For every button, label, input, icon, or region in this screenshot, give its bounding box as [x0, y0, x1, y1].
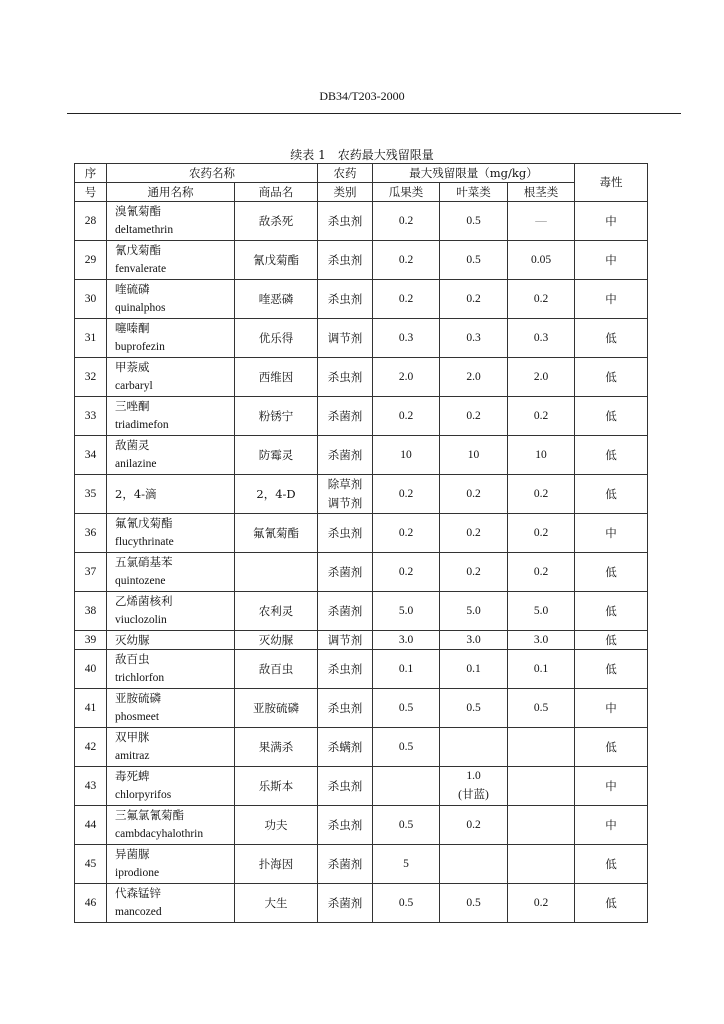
trade-name: 农利灵 [235, 592, 318, 631]
mrl-melon-fruit: 0.2 [373, 553, 440, 592]
header-seq-bottom: 号 [75, 183, 107, 202]
row-number: 36 [75, 514, 107, 553]
category-line: 调节剂 [327, 330, 363, 345]
header-leafy-veg: 叶菜类 [440, 183, 508, 202]
toxicity: 低 [575, 728, 648, 767]
toxicity: 中 [575, 806, 648, 845]
table-row [75, 767, 648, 806]
header-row-top [75, 164, 648, 183]
toxicity: 低 [575, 319, 648, 358]
table-row [75, 884, 648, 923]
generic-name-cn: 喹硫磷 [115, 282, 150, 296]
header-category-bottom: 类别 [318, 183, 373, 202]
row-number: 30 [75, 280, 107, 319]
document-code: DB34/T203-2000 [319, 89, 405, 103]
category-line: 杀菌剂 [327, 408, 363, 423]
generic-name-en: carbaryl [115, 380, 153, 392]
header-toxicity: 毒性 [575, 164, 648, 202]
mrl-leafy-veg [440, 241, 508, 280]
mrl-leafy-value: 0.3 [466, 331, 481, 344]
category-line: 调节剂 [327, 632, 363, 647]
generic-name-cn: 敌菌灵 [115, 438, 150, 452]
category-line: 杀虫剂 [327, 661, 363, 676]
row-number: 39 [75, 631, 107, 650]
trade-name: 喹恶磷 [235, 280, 318, 319]
mrl-leafy-value: 0.5 [466, 253, 481, 266]
generic-name-cn: 2，4-滴 [115, 486, 157, 501]
generic-name-en: quinalphos [115, 302, 166, 314]
mrl-leafy-veg [440, 728, 508, 767]
trade-name: 功夫 [235, 806, 318, 845]
trade-name: 敌杀死 [235, 202, 318, 241]
category-line: 杀菌剂 [327, 564, 363, 579]
toxicity: 低 [575, 592, 648, 631]
header-pesticide-name: 农药名称 [107, 164, 318, 183]
toxicity: 低 [575, 475, 648, 514]
mrl-melon-fruit: 2.0 [373, 358, 440, 397]
mrl-leafy-value: 0.2 [466, 818, 481, 831]
mrl-leafy-value: 5.0 [466, 604, 481, 617]
row-number: 29 [75, 241, 107, 280]
generic-name-cn: 乙烯菌核利 [115, 594, 173, 608]
generic-name [107, 728, 235, 767]
trade-name: 大生 [235, 884, 318, 923]
mrl-melon-fruit: 3.0 [373, 631, 440, 650]
generic-name-en: cambdacyhalothrin [115, 828, 204, 840]
generic-name [107, 202, 235, 241]
pesticide-category [318, 280, 373, 319]
mrl-leafy-value: 3.0 [466, 633, 481, 646]
generic-name [107, 845, 235, 884]
mrl-root-veg: 0.2 [508, 884, 575, 923]
generic-name-en: anilazine [115, 458, 157, 470]
generic-name-cn: 毒死蜱 [115, 769, 150, 783]
generic-name-cn: 氰戊菊酯 [115, 243, 161, 257]
mrl-melon-fruit: 0.2 [373, 397, 440, 436]
table-row [75, 845, 648, 884]
mrl-leafy-value: 1.0 [466, 770, 481, 782]
generic-name-en: phosmeet [115, 711, 160, 723]
mrl-leafy-veg [440, 280, 508, 319]
generic-name-en: quintozene [115, 575, 166, 587]
category-line: 杀虫剂 [327, 817, 363, 832]
generic-name [107, 631, 235, 650]
generic-name-cn: 灭幼脲 [115, 632, 150, 647]
category-line: 杀菌剂 [327, 895, 363, 910]
trade-name: 粉锈宁 [235, 397, 318, 436]
row-number: 41 [75, 689, 107, 728]
mrl-root-veg: 0.5 [508, 689, 575, 728]
generic-name-en: viuclozolin [115, 614, 167, 626]
category-line: 除草剂 [327, 477, 363, 491]
table-row [75, 280, 648, 319]
table-row [75, 241, 648, 280]
mrl-leafy-value: 0.5 [466, 701, 481, 714]
trade-name: 扑海因 [235, 845, 318, 884]
table-row [75, 202, 648, 241]
mrl-root-veg: 0.05 [508, 241, 575, 280]
mrl-root-veg: 0.2 [508, 280, 575, 319]
pesticide-category [318, 319, 373, 358]
pesticide-category [318, 397, 373, 436]
generic-name [107, 280, 235, 319]
generic-name [107, 514, 235, 553]
pesticide-category [318, 475, 373, 514]
table-row [75, 806, 648, 845]
mrl-leafy-veg [440, 884, 508, 923]
mrl-leafy-veg [440, 806, 508, 845]
generic-name-cn: 双甲脒 [115, 730, 150, 744]
trade-name: 优乐得 [235, 319, 318, 358]
category-line: 杀虫剂 [327, 369, 363, 384]
header-trade-name: 商品名 [235, 183, 318, 202]
mrl-root-veg: 0.2 [508, 475, 575, 514]
pesticide-category [318, 767, 373, 806]
table-row [75, 514, 648, 553]
generic-name-cn: 五氯硝基苯 [115, 555, 173, 569]
category-line: 杀菌剂 [327, 447, 363, 462]
header-rule [67, 113, 681, 114]
mrl-root-veg: 10 [508, 436, 575, 475]
mrl-leafy-value: 0.1 [466, 662, 481, 675]
generic-name [107, 436, 235, 475]
trade-name: 敌百虫 [235, 650, 318, 689]
generic-name-cn: 噻嗪酮 [115, 321, 150, 335]
pesticide-category [318, 845, 373, 884]
category-line: 杀螨剂 [327, 739, 363, 754]
category-line: 杀虫剂 [327, 291, 363, 306]
generic-name-en: mancozed [115, 906, 162, 918]
pesticide-category [318, 689, 373, 728]
table-row [75, 689, 648, 728]
pesticide-category [318, 202, 373, 241]
trade-name [235, 553, 318, 592]
generic-name-en: flucythrinate [115, 536, 174, 548]
mrl-leafy-value: 0.2 [466, 487, 481, 500]
pesticide-residue-table [74, 163, 648, 923]
mrl-leafy-note: (甘蓝) [458, 789, 489, 801]
mrl-melon-fruit [373, 767, 440, 806]
mrl-melon-fruit: 5 [373, 845, 440, 884]
trade-name: 果满杀 [235, 728, 318, 767]
pesticide-category [318, 884, 373, 923]
toxicity: 中 [575, 202, 648, 241]
generic-name-cn: 代森锰锌 [115, 886, 161, 900]
row-number: 46 [75, 884, 107, 923]
row-number: 32 [75, 358, 107, 397]
generic-name-cn: 亚胺硫磷 [115, 691, 161, 705]
toxicity: 低 [575, 358, 648, 397]
generic-name [107, 319, 235, 358]
mrl-leafy-veg [440, 475, 508, 514]
header-melon-fruit: 瓜果类 [373, 183, 440, 202]
toxicity: 低 [575, 884, 648, 923]
table-row [75, 553, 648, 592]
toxicity: 低 [575, 436, 648, 475]
generic-name [107, 358, 235, 397]
category-line: 杀虫剂 [327, 525, 363, 540]
category-line: 杀虫剂 [327, 700, 363, 715]
mrl-leafy-value: 0.5 [466, 214, 481, 227]
mrl-root-veg: 2.0 [508, 358, 575, 397]
mrl-root-veg: 3.0 [508, 631, 575, 650]
mrl-leafy-value: 0.2 [466, 565, 481, 578]
pesticide-category [318, 806, 373, 845]
mrl-root-veg: 0.3 [508, 319, 575, 358]
mrl-leafy-veg [440, 631, 508, 650]
mrl-melon-fruit: 0.2 [373, 514, 440, 553]
table-row [75, 631, 648, 650]
mrl-root-veg: 0.2 [508, 397, 575, 436]
mrl-melon-fruit: 0.2 [373, 280, 440, 319]
mrl-root-veg: 0.2 [508, 514, 575, 553]
generic-name [107, 553, 235, 592]
generic-name-en: fenvalerate [115, 263, 167, 275]
row-number: 40 [75, 650, 107, 689]
table-title: 续表 1 农药最大残留限量 [290, 148, 434, 162]
mrl-melon-fruit: 5.0 [373, 592, 440, 631]
mrl-leafy-veg [440, 202, 508, 241]
toxicity: 低 [575, 553, 648, 592]
mrl-root-veg [508, 767, 575, 806]
row-number: 43 [75, 767, 107, 806]
mrl-melon-fruit: 0.2 [373, 241, 440, 280]
generic-name [107, 689, 235, 728]
generic-name-cn: 异菌脲 [115, 847, 150, 861]
table-row [75, 358, 648, 397]
generic-name-en: triadimefon [115, 419, 169, 431]
category-line: 杀虫剂 [327, 778, 363, 793]
generic-name [107, 884, 235, 923]
generic-name-en: deltamethrin [115, 224, 174, 236]
mrl-melon-fruit: 0.1 [373, 650, 440, 689]
mrl-melon-fruit: 0.5 [373, 806, 440, 845]
row-number: 35 [75, 475, 107, 514]
mrl-leafy-value: 10 [467, 448, 480, 461]
trade-name: 2，4-D [235, 475, 318, 514]
generic-name [107, 241, 235, 280]
mrl-melon-fruit: 0.2 [373, 475, 440, 514]
row-number: 34 [75, 436, 107, 475]
generic-name-cn: 甲萘威 [115, 360, 150, 374]
generic-name-cn: 三氟氯氰菊酯 [115, 808, 184, 822]
mrl-melon-fruit: 0.3 [373, 319, 440, 358]
generic-name-en: iprodione [115, 867, 160, 879]
mrl-leafy-veg [440, 319, 508, 358]
trade-name: 亚胺硫磷 [235, 689, 318, 728]
row-number: 28 [75, 202, 107, 241]
pesticide-category [318, 241, 373, 280]
trade-name: 灭幼脲 [235, 631, 318, 650]
row-number: 44 [75, 806, 107, 845]
mrl-melon-fruit: 0.5 [373, 884, 440, 923]
table-row [75, 650, 648, 689]
toxicity: 中 [575, 514, 648, 553]
row-number: 45 [75, 845, 107, 884]
generic-name-cn: 敌百虫 [115, 652, 150, 666]
toxicity: 低 [575, 845, 648, 884]
generic-name-cn: 氟氰戊菊酯 [115, 516, 173, 530]
mrl-leafy-veg [440, 689, 508, 728]
toxicity: 低 [575, 631, 648, 650]
toxicity: 低 [575, 397, 648, 436]
generic-name-en: buprofezin [115, 341, 165, 353]
row-number: 38 [75, 592, 107, 631]
mrl-melon-fruit: 10 [373, 436, 440, 475]
pesticide-category [318, 650, 373, 689]
header-generic-name: 通用名称 [107, 183, 235, 202]
table-row [75, 475, 648, 514]
mrl-leafy-veg [440, 767, 508, 806]
mrl-leafy-veg [440, 358, 508, 397]
pesticide-category [318, 553, 373, 592]
row-number: 42 [75, 728, 107, 767]
generic-name-en: chlorpyrifos [115, 789, 172, 801]
mrl-root-veg: 5.0 [508, 592, 575, 631]
mrl-melon-fruit: 0.2 [373, 202, 440, 241]
mrl-leafy-value: 2.0 [466, 370, 481, 383]
mrl-root-veg [508, 845, 575, 884]
trade-name: 氟氰菊酯 [235, 514, 318, 553]
mrl-root-veg: 0.2 [508, 553, 575, 592]
mrl-root-veg [508, 728, 575, 767]
mrl-melon-fruit: 0.5 [373, 728, 440, 767]
header-mrl: 最大残留限量（mg/kg） [373, 164, 575, 183]
header-row-bottom [75, 183, 648, 202]
generic-name-en: amitraz [115, 750, 150, 762]
table-row [75, 436, 648, 475]
toxicity: 中 [575, 241, 648, 280]
pesticide-category [318, 358, 373, 397]
toxicity: 中 [575, 689, 648, 728]
table-row [75, 592, 648, 631]
category-line: 杀虫剂 [327, 213, 363, 228]
mrl-root-veg [508, 806, 575, 845]
generic-name [107, 767, 235, 806]
header-category-top: 农药 [318, 164, 373, 183]
mrl-leafy-veg [440, 845, 508, 884]
generic-name [107, 650, 235, 689]
generic-name-cn: 三唑酮 [115, 399, 150, 413]
pesticide-category [318, 592, 373, 631]
header-seq-top: 序 [75, 164, 107, 183]
row-number: 31 [75, 319, 107, 358]
toxicity: 中 [575, 280, 648, 319]
trade-name: 氰戊菊酯 [235, 241, 318, 280]
category-line: 杀菌剂 [327, 856, 363, 871]
pesticide-category [318, 514, 373, 553]
trade-name: 乐斯本 [235, 767, 318, 806]
table-row [75, 319, 648, 358]
mrl-root-veg: — [508, 202, 575, 241]
generic-name-cn: 溴氰菊酯 [115, 204, 161, 218]
generic-name [107, 806, 235, 845]
generic-name-en: trichlorfon [115, 672, 165, 684]
mrl-leafy-veg [440, 650, 508, 689]
category-line: 杀菌剂 [327, 603, 363, 618]
mrl-melon-fruit: 0.5 [373, 689, 440, 728]
mrl-leafy-value: 0.2 [466, 292, 481, 305]
generic-name [107, 475, 235, 514]
category-line: 杀虫剂 [327, 252, 363, 267]
mrl-leafy-veg [440, 514, 508, 553]
row-number: 33 [75, 397, 107, 436]
generic-name [107, 592, 235, 631]
mrl-leafy-veg [440, 436, 508, 475]
pesticide-category [318, 728, 373, 767]
trade-name: 防霉灵 [235, 436, 318, 475]
mrl-leafy-veg [440, 553, 508, 592]
trade-name: 西维因 [235, 358, 318, 397]
header-root-veg: 根茎类 [508, 183, 575, 202]
table-row [75, 397, 648, 436]
pesticide-category [318, 631, 373, 650]
table-row [75, 728, 648, 767]
mrl-leafy-value: 0.2 [466, 409, 481, 422]
mrl-leafy-value: 0.2 [466, 526, 481, 539]
mrl-leafy-veg [440, 397, 508, 436]
mrl-root-veg: 0.1 [508, 650, 575, 689]
row-number: 37 [75, 553, 107, 592]
mrl-leafy-value: 0.5 [466, 896, 481, 909]
generic-name [107, 397, 235, 436]
toxicity: 低 [575, 650, 648, 689]
mrl-leafy-veg [440, 592, 508, 631]
toxicity: 中 [575, 767, 648, 806]
pesticide-category [318, 436, 373, 475]
category-line-2: 调节剂 [327, 496, 363, 510]
